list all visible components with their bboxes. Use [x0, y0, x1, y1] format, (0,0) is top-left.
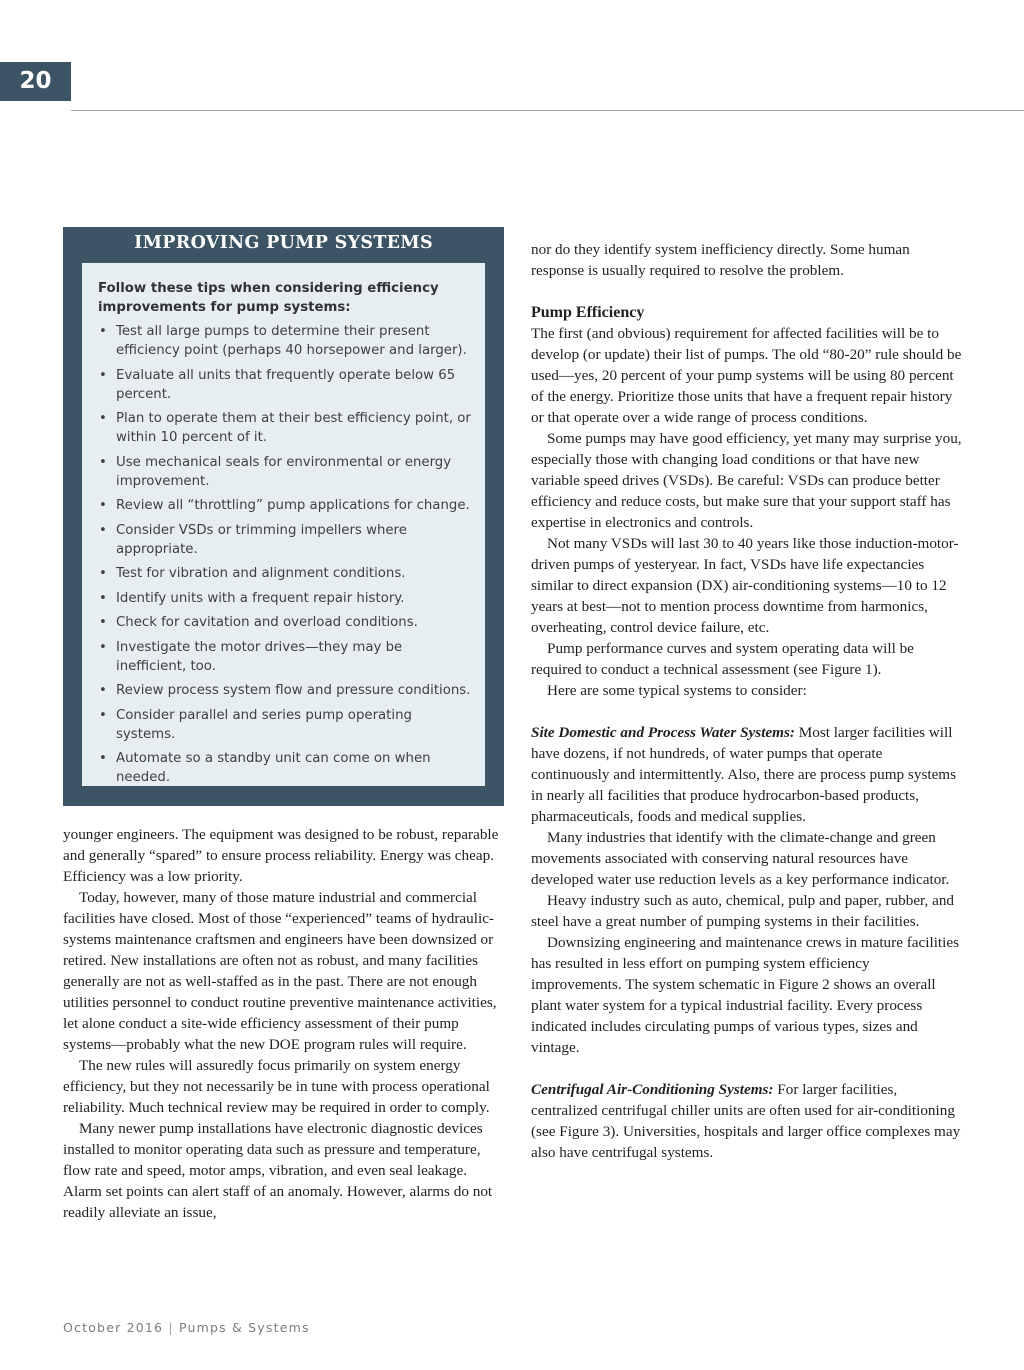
- body-paragraph: Pump performance curves and system operating data will be required to conduct a technical assessment (see Figure 1).: [531, 640, 914, 678]
- body-paragraph-water-systems: [531, 722, 963, 827]
- tip-item: • Consider parallel and series pump operating systems.: [98, 706, 471, 744]
- tip-item: • Review all “throttling” pump applications for change.: [98, 496, 471, 515]
- spacer: [531, 1058, 963, 1079]
- section-heading-pump-efficiency: Pump Efficiency: [531, 304, 645, 321]
- body-paragraph: Downsizing engineering and maintenance crews in mature facilities has resulted in less effort on pumping system efficiency improvements. The system schematic in Figure 2 shows an overall plant water system for a typical industrial facility. Every process indicated includes circulating pumps of various types, sizes and vintage.: [531, 934, 960, 1056]
- right-column: [531, 239, 963, 1163]
- tip-item: • Automate so a standby unit can come on when needed.: [98, 749, 471, 787]
- tip-item: • Evaluate all units that frequently operate below 65 percent.: [98, 366, 471, 404]
- tip-item: • Use mechanical seals for environmental or energy improvement.: [98, 453, 471, 491]
- sidebar-content: [82, 263, 485, 786]
- sidebar-box: [63, 227, 504, 806]
- sidebar-intro: Follow these tips when considering efficiency improvements for pump systems:: [98, 281, 439, 315]
- body-paragraph-hvac: [531, 1079, 963, 1163]
- sidebar-title: IMPROVING PUMP SYSTEMS: [134, 233, 433, 253]
- header-rule: [71, 110, 1024, 111]
- runin-heading-hvac: Centrifugal Air-Conditioning Systems:: [531, 1081, 774, 1098]
- left-column: [63, 824, 504, 1223]
- spacer: [531, 281, 963, 302]
- footer-publication: Pumps & Systems: [179, 1320, 310, 1335]
- runin-text: For larger facilities, centralized centrifugal chiller units are often used for air-conditioning (see Figure 3). Universities, hospitals and larger office complexes may also have centrifugal systems.: [531, 1081, 961, 1161]
- body-paragraph: Some pumps may have good efficiency, yet many may surprise you, especially those with changing load conditions or that have new variable speed drives (VSDs). Be careful: VSDs can produce better efficiency and reduce costs, but make sure that your support staff has expertise in electronics and controls.: [531, 430, 962, 531]
- tip-item: • Review process system flow and pressure conditions.: [98, 681, 471, 700]
- body-paragraph: Today, however, many of those mature industrial and commercial facilities have closed. Most of those “experienced” teams of hydraulic-systems maintenance craftsmen and engineers have been downsized or retired. New installations are often not as robust, and many facilities generally are not as well-staffed as in the past. There are not enough utilities personnel to conduct routine preventive maintenance activities, let alone conduct a site-wide efficiency assessment of their pump systems—probably what the new DOE program rules will require.: [63, 889, 497, 1053]
- body-paragraph: The new rules will assuredly focus primarily on system energy efficiency, but they not necessarily be in tune with process operational reliability. Much technical review may be required in order to comply.: [63, 1057, 490, 1116]
- tip-item: • Identify units with a frequent repair history.: [98, 589, 471, 608]
- tip-item: • Test all large pumps to determine their present efficiency point (perhaps 40 horsepower and larger).: [98, 322, 471, 360]
- runin-heading-water-systems: Site Domestic and Process Water Systems:: [531, 724, 795, 741]
- runin-text: Most larger facilities will have dozens, if not hundreds, of water pumps that operate continuously and intermittently. Also, there are process pump systems in nearly all facilities that produce hydrocarbon-based products, pharmaceuticals, foods and medical supplies.: [531, 724, 957, 825]
- footer-separator: |: [168, 1320, 174, 1335]
- tip-item: • Consider VSDs or trimming impellers where appropriate.: [98, 521, 471, 559]
- body-paragraph: Heavy industry such as auto, chemical, pulp and paper, rubber, and steel have a great number of pumping systems in their facilities.: [531, 892, 955, 930]
- body-paragraph: The first (and obvious) requirement for affected facilities will be to develop (or update) their list of pumps. The old “80-20” rule should be used—yes, 20 percent of your pump systems will be using 80 percent of the energy. Prioritize those units that have a frequent repair history or that operate over a wide range of process conditions.: [531, 325, 962, 426]
- body-paragraph: Here are some typical systems to consider:: [547, 682, 807, 699]
- spacer: [531, 701, 963, 722]
- body-paragraph: Many industries that identify with the climate-change and green movements associated with conserving natural resources have developed water use reduction levels as a key performance indicator.: [531, 829, 950, 888]
- footer-date: October 2016: [63, 1320, 164, 1335]
- footer: [63, 1320, 310, 1335]
- body-paragraph: Many newer pump installations have electronic diagnostic devices installed to monitor operating data such as pressure and temperature, flow rate and speed, motor amps, vibration, and even seal leakage. Alarm set points can alert staff of an anomaly. However, alarms do not readily alleviate an issue,: [63, 1120, 493, 1221]
- body-paragraph: Not many VSDs will last 30 to 40 years like those induction-motor-driven pumps of yesteryear. In fact, VSDs have life expectancies similar to direct expansion (DX) air-conditioning systems—10 to 12 years at best—not to mention process downtime from harmonics, overheating, control device failure, etc.: [531, 535, 959, 636]
- tip-item: • Check for cavitation and overload conditions.: [98, 613, 471, 632]
- tip-item: • Plan to operate them at their best efficiency point, or within 10 percent of it.: [98, 409, 471, 447]
- tip-item: • Test for vibration and alignment conditions.: [98, 564, 471, 583]
- body-paragraph: nor do they identify system inefficiency directly. Some human response is usually required to resolve the problem.: [531, 241, 910, 279]
- tip-item: • Investigate the motor drives—they may be inefficient, too.: [98, 638, 471, 676]
- page-number: 20: [0, 62, 71, 101]
- tips-list: [98, 322, 471, 787]
- body-paragraph: younger engineers. The equipment was designed to be robust, reparable and generally “spared” to ensure process reliability. Energy was cheap. Efficiency was a low priority.: [63, 826, 499, 885]
